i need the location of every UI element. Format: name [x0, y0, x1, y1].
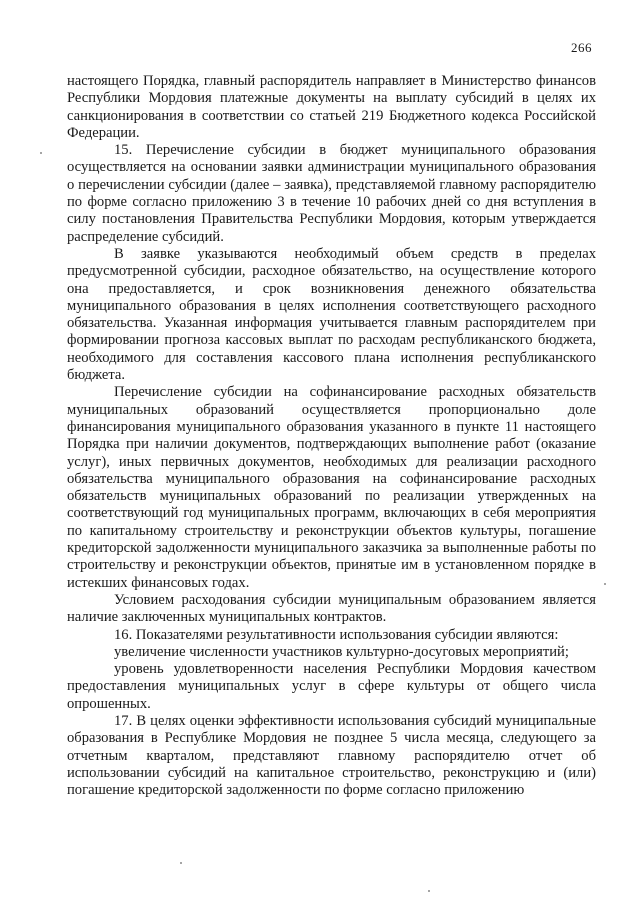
paragraph-clause-16: 16. Показателями результативности использования субсидии являются: — [114, 626, 559, 643]
scan-speck — [428, 890, 430, 892]
paragraph-continuation: настоящего Порядка, главный распорядитель направляет в Министерство финансов Республики Мордовия платежные документы на выплату субсидий в целях их санкционирования в соответствии со статьей 219 Бюджетного кодекса Российской Федерации. — [67, 73, 596, 141]
scan-speck — [40, 152, 42, 154]
paragraph-application-contents: В заявке указываются необходимый объем средств в пределах предусмотренной субсидии, расходное обязательство, на осуществление которого она предоставляется, и срок возникновения денежного обязательства муниципального образования в целях исполнения соответствующего расходного обязательства. Указанная информация учитывается главным распорядителем при формировании прогноза кассовых выплат по расходам республиканского бюджета, необходимого для составления кассового плана исполнения республиканского бюджета. — [67, 245, 596, 384]
paragraph-clause-16-indicator-1: увеличение численности участников культурно-досуговых мероприятий; — [114, 643, 569, 660]
paragraph-cofinancing-transfer: Перечисление субсидии на софинансирование расходных обязательств муниципальных образований осуществляется пропорционально доле финансирования муниципального образования указанного в пункте 11 настоящего Порядка при наличии документов, подтверждающих выполнение работ (оказание услуг), иных первичных документов, необходимых для реализации расходного обязательства муниципального образования на софинансирование расходных обязательств муниципальных образований по реализации утвержденных на соответствующий год муниципальных программ, включающих в себя мероприятия по капитальному строительству и реконструкции объектов культуры, погашение кредиторской задолженности муниципального заказчика за выполненные работы по строительству и реконструкции объектов, принятые им в установленном порядке в истекших финансовых годах. — [67, 384, 596, 591]
document-body — [67, 73, 596, 799]
scan-speck — [180, 862, 182, 864]
scan-speck — [604, 583, 606, 585]
paragraph-spending-condition: Условием расходования субсидии муниципальным образованием является наличие заключенных муниципальных контрактов. — [67, 591, 596, 626]
paragraph-clause-15: 15. Перечисление субсидии в бюджет муниципального образования осуществляется на основании заявки администрации муниципального образования о перечислении субсидии (далее – заявка), представляемой главному распорядителю по форме согласно приложению 3 в течение 10 рабочих дней со дня вступления в силу постановления Правительства Республики Мордовия, которым утверждается распределение субсидий. — [67, 142, 596, 245]
paragraph-clause-16-indicator-2: уровень удовлетворенности населения Республики Мордовия качеством предоставления муниципальных услуг в сфере культуры от общего числа опрошенных. — [67, 661, 596, 712]
page-number: 266 — [571, 40, 592, 55]
paragraph-clause-17: 17. В целях оценки эффективности использования субсидий муниципальные образования в Республике Мордовия не позднее 5 числа месяца, следующего за отчетным кварталом, представляют главному распорядителю отчет об использовании субсидий на капитальное строительство, реконструкцию и (или) погашение кредиторской задолженности по форме согласно приложению — [67, 712, 596, 799]
